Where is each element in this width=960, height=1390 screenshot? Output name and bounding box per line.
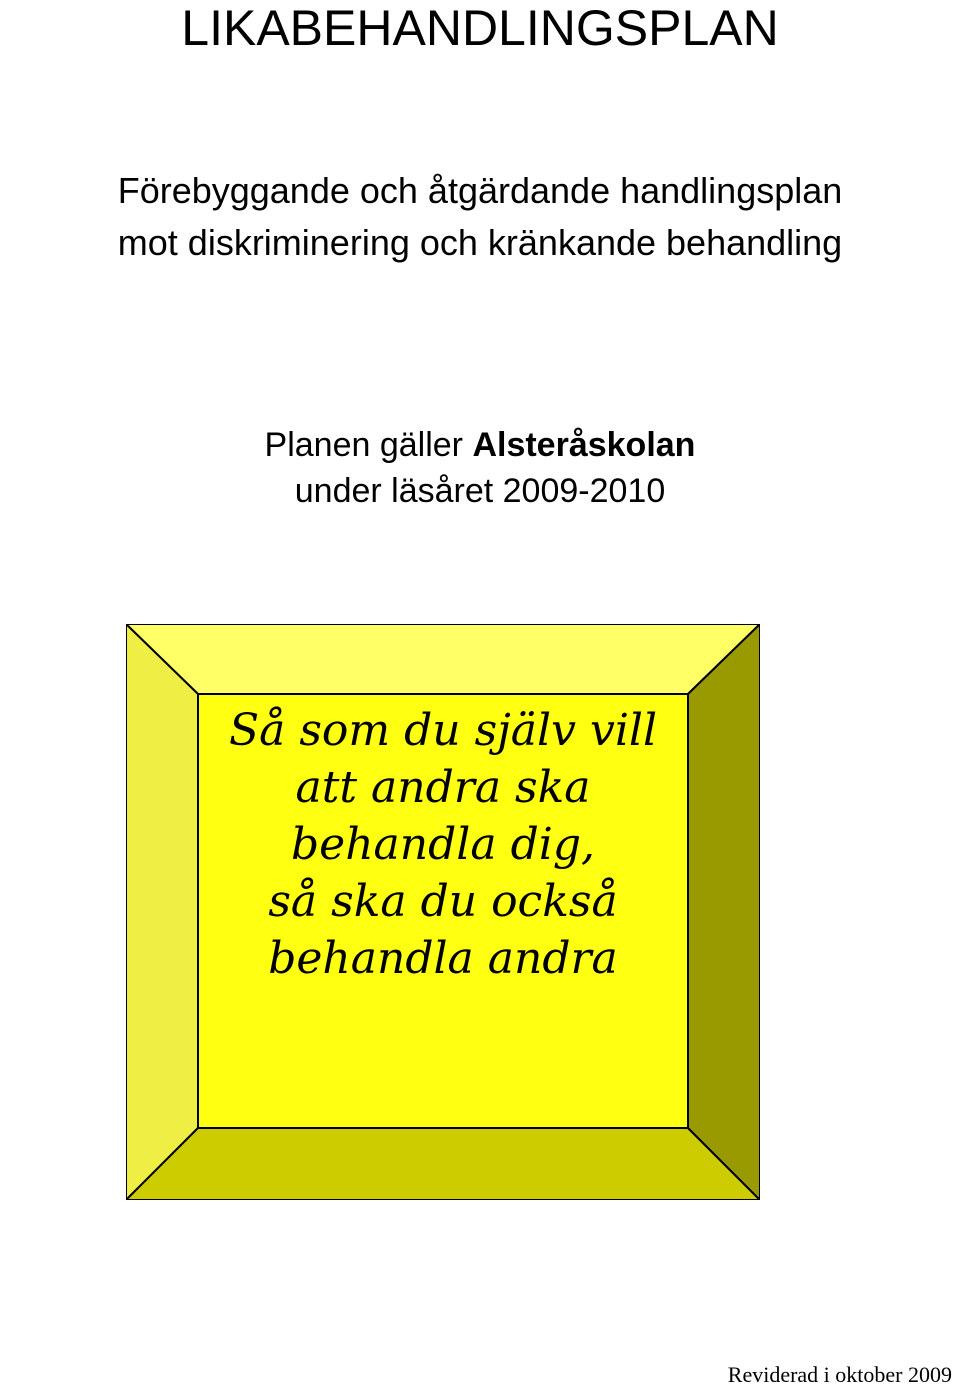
revision-note: Reviderad i oktober 2009 (727, 1362, 952, 1387)
subtitle-line-2: mot diskriminering och kränkande behandling (117, 222, 843, 263)
bevel-right (688, 624, 760, 1200)
scope-line-1 (0, 422, 960, 468)
motto-line-1: Så som du själv vill (228, 705, 658, 756)
bevel-top (126, 624, 760, 694)
motto-text (198, 702, 688, 987)
subtitle-line-1: Förebyggande och åtgärdande handlingsplan (117, 170, 843, 211)
school-name: Alsteråskolan (472, 426, 696, 464)
motto-line-5: behandla andra (268, 933, 618, 984)
scope-prefix: Planen gäller (264, 426, 473, 464)
motto-line-4: så ska du också (268, 876, 618, 927)
scope-line-2: under läsåret 2009-2010 (294, 472, 666, 510)
motto-line-2: att andra ska (295, 762, 591, 813)
document-subtitle (0, 165, 960, 269)
bevel-left (126, 624, 198, 1200)
document-title: LIKABEHANDLINGSPLAN (181, 0, 779, 56)
plan-scope (0, 422, 960, 514)
motto-line-3: behandla dig, (291, 819, 595, 870)
bevel-bottom (126, 1128, 760, 1200)
